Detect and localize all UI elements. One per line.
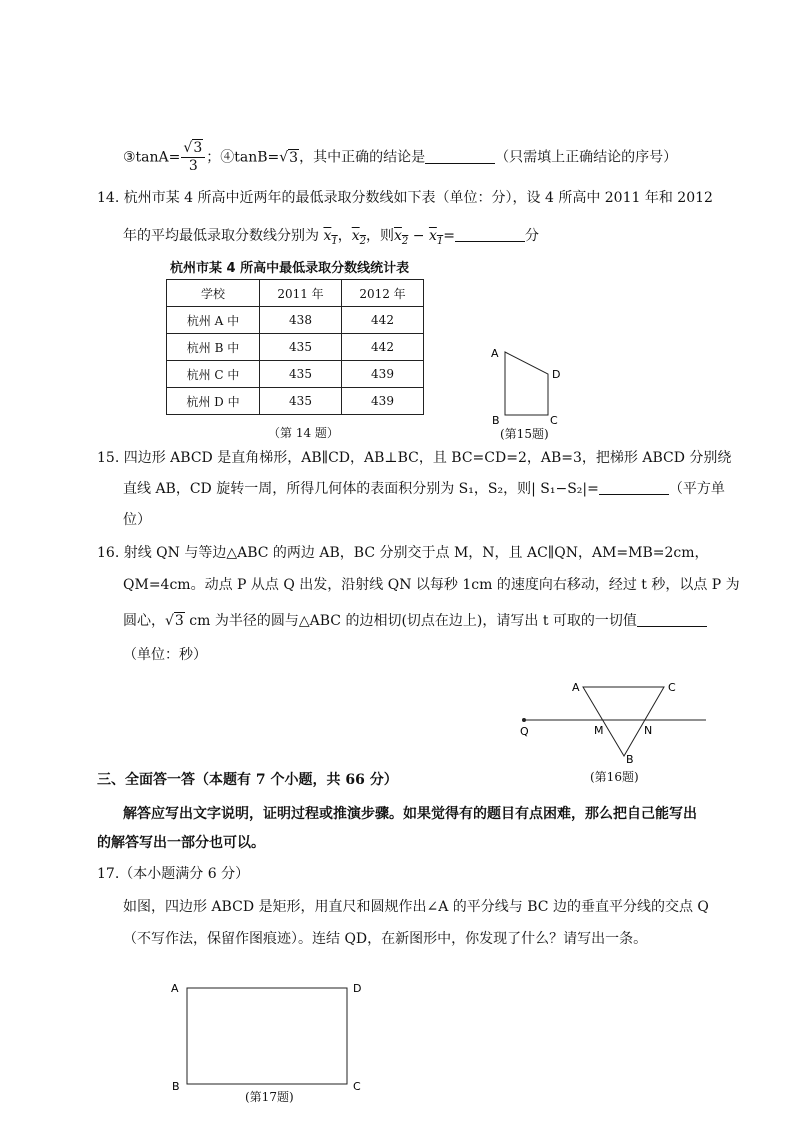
q14-line2 bbox=[123, 226, 539, 252]
table-cell: 439 bbox=[342, 361, 424, 388]
x-bar-1: $x_1$ bbox=[323, 228, 338, 247]
table-cell: 杭州 D 中 bbox=[167, 388, 260, 415]
label-q: Q bbox=[520, 725, 529, 738]
label-c: C bbox=[550, 414, 558, 427]
answer-blank[interactable] bbox=[599, 479, 669, 495]
q17-head: 17.（本小题满分 6 分） bbox=[97, 866, 250, 882]
table-header-row bbox=[167, 280, 424, 307]
label-b: B bbox=[492, 414, 500, 427]
triangle-abc bbox=[583, 687, 664, 756]
q13-line: ③tanA= $\frac{√3}{3}$ ；④tanB=√3，其中正确的结论是 （只需填上正确结论的序号） bbox=[123, 140, 678, 174]
q16-line3-post: cm 为半径的圆与△ABC 的边相切(切点在边上)，请写出 t 可取的一切值 bbox=[184, 613, 637, 629]
table-header-cell: 2012 年 bbox=[342, 280, 424, 307]
table-row bbox=[167, 361, 424, 388]
fraction: $\frac{√3}{3}$ bbox=[181, 140, 205, 175]
q15-line3: 位） bbox=[123, 512, 151, 528]
label-a: A bbox=[491, 347, 499, 360]
x-bar-2: $x_2$ bbox=[351, 228, 367, 247]
q16-line3: 圆心，√3 cm 为半径的圆与△ABC 的边相切(切点在边上)，请写出 t 可取的一切值 bbox=[123, 611, 707, 631]
unit-text: 分 bbox=[524, 228, 539, 244]
table-cell: 435 bbox=[260, 388, 342, 415]
label-c: C bbox=[668, 681, 676, 694]
q16-caption: (第16题) bbox=[590, 770, 639, 784]
q16-line4: （单位：秒） bbox=[123, 647, 207, 663]
q16-line1: 16. 射线 QN 与等边△ABC 的两边 AB，BC 分别交于点 M，N，且 AC∥QN，AM=MB=2cm， bbox=[97, 545, 709, 561]
figure-16 bbox=[510, 676, 710, 766]
q13-note: （只需填上正确结论的序号） bbox=[495, 149, 678, 166]
answer-blank[interactable] bbox=[637, 611, 707, 627]
label-b: B bbox=[172, 1080, 180, 1093]
q17-caption: (第17题) bbox=[245, 1090, 294, 1104]
table-header-cell: 2011 年 bbox=[260, 280, 342, 307]
q13-item3: ③tanA= bbox=[123, 149, 181, 166]
sqrt-radicand: 3 bbox=[289, 149, 299, 166]
q15-caption: (第15题) bbox=[500, 427, 549, 441]
table-row bbox=[167, 307, 424, 334]
equals-sign: = bbox=[443, 228, 455, 244]
x-bar-2b: $x_2$ bbox=[394, 228, 409, 247]
label-a: A bbox=[572, 681, 580, 694]
q16-line2: QM=4cm。动点 P 从点 Q 出发，沿射线 QN 以每秒 1cm 的速度向右移动，经过 t 秒，以点 P 为 bbox=[123, 577, 740, 593]
q16-line3-pre: 圆心， bbox=[123, 613, 165, 629]
q17-line1: 如图，四边形 ABCD 是矩形，用直尺和圆规作出∠A 的平分线与 BC 边的垂直平分线的交点 Q bbox=[123, 899, 709, 915]
q15-line2-text: 直线 AB，CD 旋转一周，所得几何体的表面积分别为 S₁，S₂，则| S₁−S₂|= bbox=[123, 481, 599, 497]
label-a: A bbox=[171, 982, 179, 995]
table-row bbox=[167, 388, 424, 415]
answer-blank[interactable] bbox=[455, 226, 525, 242]
table-cell: 439 bbox=[342, 388, 424, 415]
label-m: M bbox=[594, 724, 604, 737]
q14-line1: 14. 杭州市某 4 所高中近两年的最低录取分数线如下表（单位：分），设 4 所高中 2011 年和 2012 bbox=[97, 190, 713, 206]
trapezoid-shape bbox=[505, 352, 548, 415]
q14-caption: （第 14 题） bbox=[268, 426, 339, 440]
point-q bbox=[522, 718, 526, 722]
separator: ， bbox=[337, 228, 352, 244]
q15-line1: 15. 四边形 ABCD 是直角梯形，AB∥CD，AB⊥BC，且 BC=CD=2，AB=3，把梯形 ABCD 分别绕 bbox=[97, 450, 732, 466]
q15-line2-post: （平方单 bbox=[668, 481, 725, 497]
label-c: C bbox=[353, 1080, 361, 1093]
x-bar-1b: $x_1$ bbox=[428, 228, 444, 247]
label-b: B bbox=[626, 753, 634, 766]
table-row bbox=[167, 334, 424, 361]
instructions-line2: 的解答写出一部分也可以。 bbox=[97, 835, 265, 851]
q13-tail: ，其中正确的结论是 bbox=[299, 149, 426, 166]
table-cell: 438 bbox=[260, 307, 342, 334]
q17-line2: （不写作法，保留作图痕迹）。连结 QD，在新图形中，你发现了什么？请写出一条。 bbox=[123, 931, 648, 947]
q13-item4: ；④tanB= bbox=[206, 149, 280, 166]
table-cell: 杭州 C 中 bbox=[167, 361, 260, 388]
table-cell: 442 bbox=[342, 307, 424, 334]
score-table bbox=[166, 279, 424, 415]
instructions-line1: 解答应写出文字说明，证明过程或推演步骤。如果觉得有的题目有点困难，那么把自己能写出 bbox=[123, 806, 697, 822]
label-n: N bbox=[644, 724, 653, 737]
sqrt-radicand: 3 bbox=[174, 613, 184, 629]
table-cell: 442 bbox=[342, 334, 424, 361]
answer-blank[interactable] bbox=[425, 148, 495, 164]
minus-sign: − bbox=[408, 228, 429, 244]
table-cell: 435 bbox=[260, 361, 342, 388]
q14-line2-text: 年的平均最低录取分数线分别为 bbox=[123, 228, 319, 244]
table-cell: 杭州 B 中 bbox=[167, 334, 260, 361]
table-cell: 杭州 A 中 bbox=[167, 307, 260, 334]
rectangle-abcd bbox=[187, 988, 347, 1084]
figure-17 bbox=[165, 978, 365, 1093]
table-header-cell: 学校 bbox=[167, 280, 260, 307]
q15-line2 bbox=[123, 479, 725, 499]
table-cell: 435 bbox=[260, 334, 342, 361]
label-d: D bbox=[552, 368, 561, 381]
section-heading: 三、全面答一答（本题有 7 个小题，共 66 分） bbox=[97, 772, 398, 788]
fraction-numerator: 3 bbox=[193, 140, 203, 156]
fraction-denominator: 3 bbox=[188, 158, 198, 174]
then-text: ，则 bbox=[366, 228, 395, 244]
label-d: D bbox=[353, 982, 362, 995]
table-title: 杭州市某 4 所高中最低录取分数线统计表 bbox=[170, 261, 410, 276]
